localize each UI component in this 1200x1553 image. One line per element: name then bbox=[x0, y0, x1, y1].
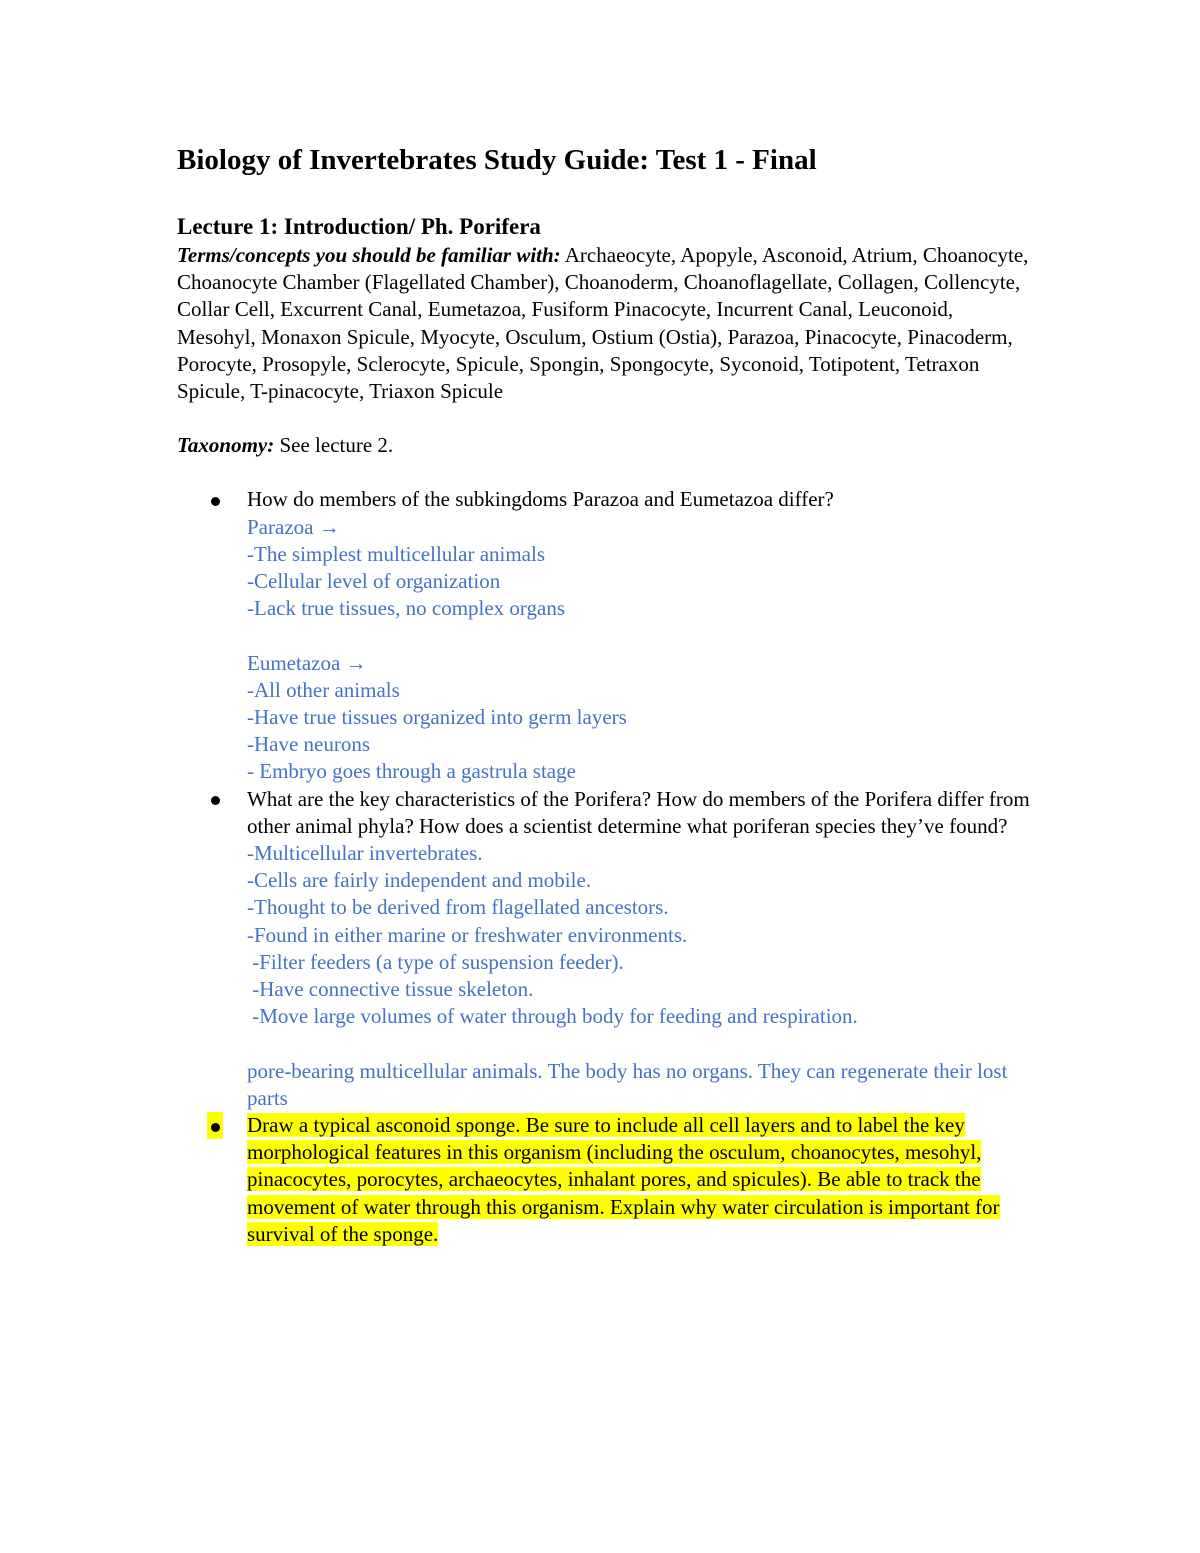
question-item-1 bbox=[177, 486, 1037, 785]
answer-line: -Move large volumes of water through body for feeding and respiration. bbox=[247, 1004, 858, 1029]
answer-note: pore-bearing multicellular animals. The body has no organs. They can regenerate their lost parts bbox=[247, 1058, 1008, 1110]
answer-line: -Have true tissues organized into germ layers bbox=[247, 705, 627, 730]
document-title: Biology of Invertebrates Study Guide: Test 1 - Final bbox=[177, 144, 817, 176]
bullet-icon bbox=[207, 1112, 223, 1139]
taxonomy-label: Taxonomy: bbox=[177, 433, 275, 458]
question-text: How do members of the subkingdoms Parazoa and Eumetazoa differ? bbox=[247, 487, 834, 512]
answer-line: -Filter feeders (a type of suspension feeder). bbox=[247, 949, 624, 974]
taxonomy-text: See lecture 2. bbox=[274, 433, 394, 458]
answer-line: -Have connective tissue skeleton. bbox=[247, 977, 534, 1002]
answer-line: -Found in either marine or freshwater environments. bbox=[247, 922, 688, 947]
eumetazoa-heading: Eumetazoa → bbox=[247, 650, 367, 675]
question-list bbox=[177, 486, 1037, 1248]
highlighted-question-text: Draw a typical asconoid sponge. Be sure to include all cell layers and to label the key morphological features in this organism (including the osculum, choanocytes, mesohyl, pinacocytes, porocytes, archaeocytes, inhalant pores, and spicules). Be able to track the movement of water through this organism. Explain why water circulation is important for survival of the sponge. bbox=[247, 1113, 1000, 1246]
answer-line: -Lack true tissues, no complex organs bbox=[247, 596, 566, 621]
bullet-icon bbox=[207, 486, 223, 513]
answer-line: -Cells are fairly independent and mobile. bbox=[247, 868, 592, 893]
taxonomy-paragraph bbox=[177, 432, 1037, 459]
terms-text: Archaeocyte, Apopyle, Asconoid, Atrium, Choanocyte, Choanocyte Chamber (Flagellated Chamber), Choanoderm, Choanoflagellate, Collagen, Collencyte, Collar Cell, Excurrent Canal, Eumetazoa, Fusiform Pinacocyte, Incurrent Canal, Leuconoid, Mesohyl, Monaxon Spicule, Myocyte, Osculum, Ostium (Ostia), Parazoa, Pinacocyte, Pinacoderm, Porocyte, Prosopyle, Sclerocyte, Spicule, Spongin, Spongocyte, Syconoid, Totipotent, Tetraxon Spicule, T-pinacocyte, Triaxon Spicule bbox=[177, 243, 1029, 404]
lecture-heading: Lecture 1: Introduction/ Ph. Porifera bbox=[177, 214, 541, 239]
parazoa-heading: Parazoa → bbox=[247, 514, 340, 539]
terms-paragraph bbox=[177, 242, 1037, 405]
question-item-3 bbox=[177, 1112, 1037, 1248]
answer-line: -The simplest multicellular animals bbox=[247, 541, 546, 566]
bullet-icon bbox=[207, 786, 223, 813]
terms-label: Terms/concepts you should be familiar with: bbox=[177, 243, 561, 267]
question-text: What are the key characteristics of the Porifera? How do members of the Porifera differ from other animal phyla? How does a scientist determine what poriferan species they’ve found? bbox=[247, 786, 1030, 838]
question-item-2 bbox=[177, 786, 1037, 1112]
document-page bbox=[177, 140, 1037, 1248]
answer-line: - Embryo goes through a gastrula stage bbox=[247, 759, 576, 784]
answer-line: -All other animals bbox=[247, 677, 400, 702]
blank-line bbox=[247, 622, 1037, 649]
blank-line bbox=[247, 1030, 1037, 1057]
answer-line: -Multicellular invertebrates. bbox=[247, 841, 483, 866]
answer-line: -Thought to be derived from flagellated ancestors. bbox=[247, 895, 669, 920]
answer-line: -Cellular level of organization bbox=[247, 569, 501, 594]
answer-line: -Have neurons bbox=[247, 732, 371, 757]
